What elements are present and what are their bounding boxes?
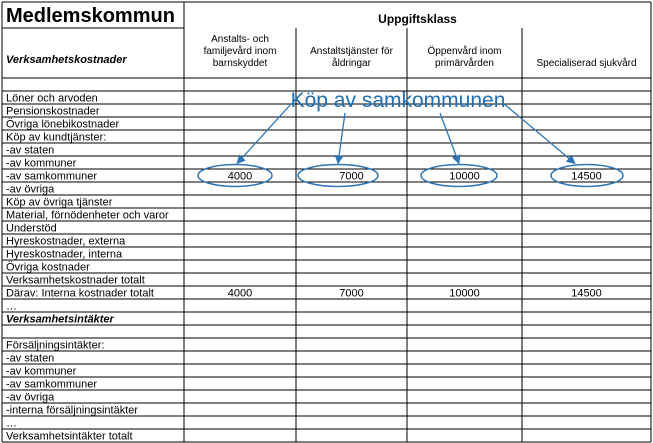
circle-highlight: [298, 165, 378, 187]
row-label: …: [6, 300, 17, 313]
row-label: Hyreskostnader, externa: [6, 235, 126, 248]
row-label: -av övriga: [6, 391, 55, 404]
row-label: …: [6, 417, 17, 430]
row-label: -av kommuner: [6, 365, 77, 378]
column-header-line: Specialiserad sjukvård: [536, 58, 637, 69]
column-header-line: familjevård inom: [203, 46, 277, 57]
row-label: -av staten: [6, 144, 55, 157]
row-label: -av samkommuner: [6, 378, 98, 391]
row-label: Försäljningsintäkter:: [6, 339, 105, 352]
section-income-header: Verksamhetsintäkter: [6, 313, 114, 326]
group-header: Uppgiftsklass: [378, 12, 457, 26]
cell-value: 10000: [449, 170, 480, 183]
row-label: -av övriga: [6, 183, 55, 196]
column-header-line: primärvården: [435, 58, 494, 69]
column-header-line: Öppenvård inom: [427, 46, 502, 57]
cell-value: 14500: [571, 287, 602, 300]
row-label: -av staten: [6, 352, 55, 365]
row-label: Verksamhetsintäkter totalt: [6, 430, 133, 443]
callout-arrow: [503, 103, 575, 164]
column-header-line: Anstaltstjänster för: [310, 46, 393, 57]
row-label: Övriga lönebikostnader: [6, 118, 120, 131]
callout-arrow: [237, 103, 292, 164]
row-label: Därav: Interna kostnader totalt: [6, 287, 154, 300]
cell-value: 4000: [227, 287, 253, 300]
cell-value: 10000: [449, 287, 480, 300]
column-header-line: åldringar: [332, 58, 371, 69]
row-label: -av kommuner: [6, 157, 77, 170]
callout-label: Köp av samkommunen: [290, 89, 506, 112]
cell-value: 7000: [339, 287, 364, 300]
row-label: Köp av kundtjänster:: [6, 131, 107, 144]
cell-value: 14500: [571, 170, 602, 183]
cell-value: 4000: [227, 170, 253, 183]
row-label: -interna försäljningsintäkter: [6, 404, 139, 417]
column-header-line: Anstalts- och: [211, 34, 269, 45]
cell-value: 7000: [339, 170, 364, 183]
row-label: Hyreskostnader, interna: [6, 248, 123, 261]
row-label: Övriga kostnader: [6, 261, 90, 274]
row-label: -av samkommuner: [6, 170, 98, 183]
sheet-title: Medlemskommun: [6, 5, 175, 27]
row-label: Pensionskostnader: [6, 105, 100, 118]
row-label: Verksamhetskostnader totalt: [6, 274, 145, 287]
column-header-line: barnskyddet: [212, 58, 268, 69]
row-label: Understöd: [6, 222, 57, 235]
row-label: Material, förnödenheter och varor: [6, 209, 169, 222]
row-label: Köp av övriga tjänster: [6, 196, 113, 209]
row-label: Löner och arvoden: [6, 92, 98, 105]
section-costs-header: Verksamhetskostnader: [6, 54, 127, 66]
